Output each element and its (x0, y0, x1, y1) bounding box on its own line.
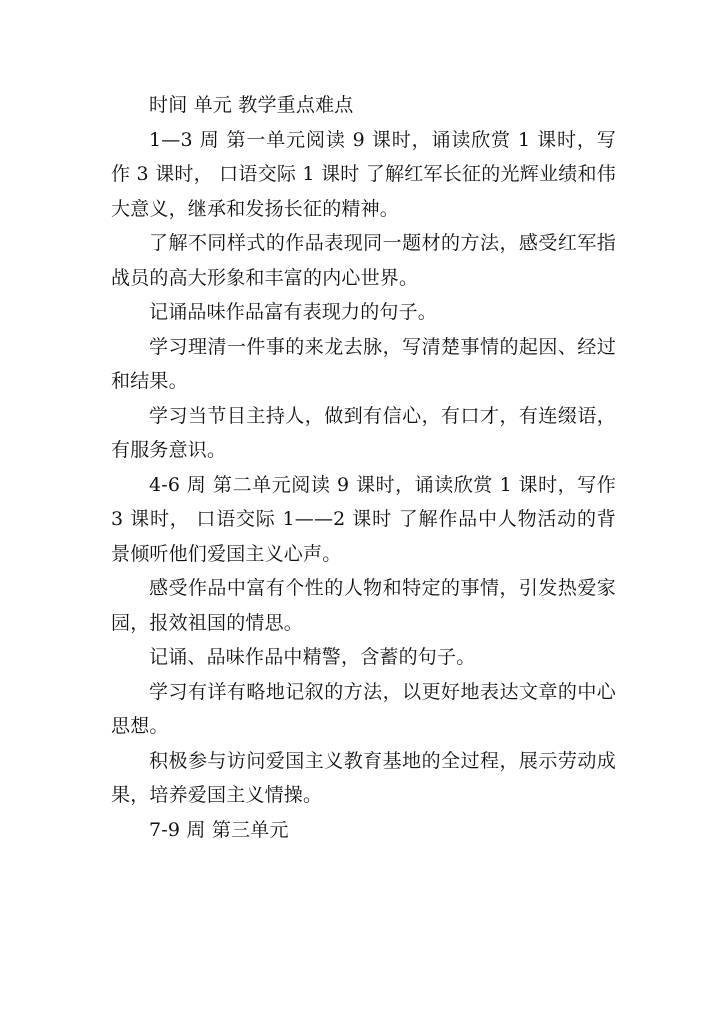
unit-1-goal-3: 记诵品味作品富有表现力的句子。 (149, 301, 438, 323)
week-1-3-paragraph: 1—3 周 第一单元阅读 9 课时，诵读欣赏 1 课时，写作 3 课时， 口语交际 1 课时 了解红军长征的光辉业绩和伟大意义，继承和发扬长征的精神。 (111, 128, 616, 220)
unit-1-goal-5: 学习当节目主持人，做到有信心，有口才，有连缀语，有服务意识。 (111, 404, 616, 461)
unit-2-goal-2: 感受作品中富有个性的人物和特定的事情，引发热爱家园，报效祖国的情思。 (111, 577, 616, 634)
week-4-6-paragraph: 4-6 周 第二单元阅读 9 课时，诵读欣赏 1 课时，写作 3 课时， 口语交际 1——2 课时 了解作品中人物活动的背景倾听他们爱国主义心声。 (111, 473, 616, 565)
week-7-9-paragraph: 7-9 周 第三单元 (149, 818, 289, 841)
document-body (111, 88, 616, 847)
unit-2-goal-3: 记诵、品味作品中精警，含蓄的句子。 (149, 646, 476, 668)
header-paragraph: 时间 单元 教学重点难点 (149, 94, 354, 116)
unit-1-goal-4: 学习理清一件事的来龙去脉，写清楚事情的起因、经过和结果。 (111, 335, 616, 392)
unit-2-goal-5: 积极参与访问爱国主义教育基地的全过程，展示劳动成果，培养爱国主义情操。 (111, 749, 616, 806)
unit-2-goal-4: 学习有详有略地记叙的方法，以更好地表达文章的中心思想。 (111, 680, 616, 737)
unit-1-goal-2: 了解不同样式的作品表现同一题材的方法，感受红军指战员的高大形象和丰富的内心世界。 (111, 232, 616, 289)
